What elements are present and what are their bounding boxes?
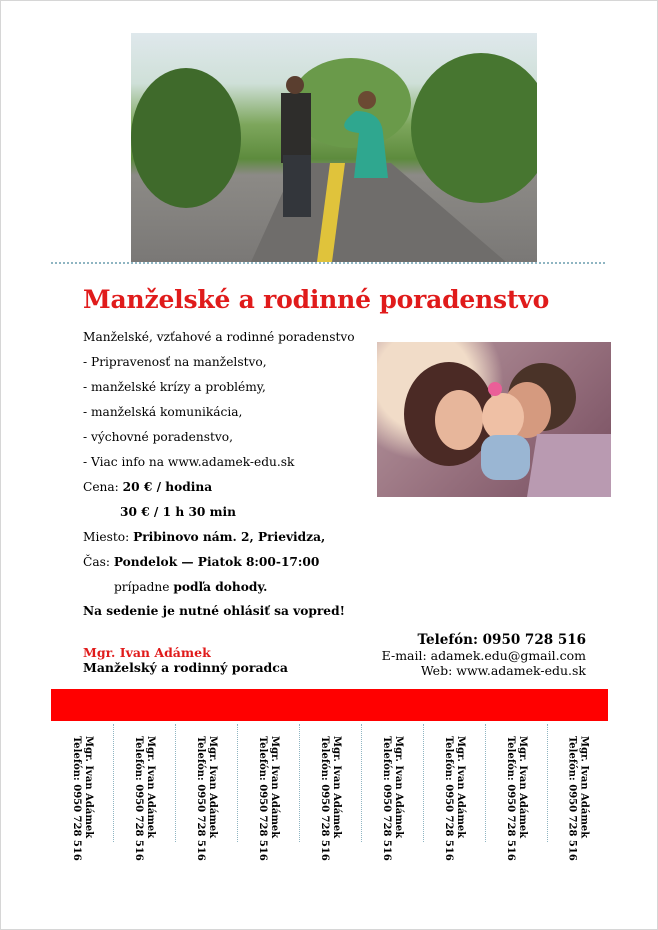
time-alt-value: podľa dohody. xyxy=(173,580,268,594)
tear-tab-phone: Telefón: 0950 728 516 xyxy=(257,736,268,861)
header-divider xyxy=(51,262,605,264)
price-row xyxy=(83,479,212,495)
couple-walking-photo xyxy=(131,33,537,262)
tear-tab-phone: Telefón: 0950 728 516 xyxy=(443,736,454,861)
contact-role: Manželský a rodinný poradca xyxy=(83,660,289,675)
contact-person xyxy=(83,645,288,675)
tear-tab-phone: Telefón: 0950 728 516 xyxy=(71,736,82,861)
tear-tab-text xyxy=(194,736,218,861)
tear-tab-text xyxy=(566,736,590,861)
tear-tab-text xyxy=(70,736,94,861)
service-item: - Pripravenosť na manželstvo, xyxy=(83,355,267,369)
service-item: - výchovné poradenstvo, xyxy=(83,430,233,444)
contact-details xyxy=(382,633,586,678)
tear-tab-text xyxy=(318,736,342,861)
service-item-website: - Viac info na www.adamek-edu.sk xyxy=(83,455,295,469)
booking-note: Na sedenie je nutné ohlásiť sa vopred! xyxy=(83,604,345,618)
time-alt-prefix: prípadne xyxy=(114,580,170,594)
tear-tab-name: Mgr. Ivan Adámek xyxy=(207,736,218,839)
tear-tab-phone: Telefón: 0950 728 516 xyxy=(505,736,516,861)
tear-tab-text xyxy=(380,736,404,861)
time-alt-row xyxy=(114,579,267,595)
red-band xyxy=(51,689,608,721)
tear-tab-name: Mgr. Ivan Adámek xyxy=(578,736,590,839)
tear-tab-text xyxy=(442,736,466,861)
tear-tab-name: Mgr. Ivan Adámek xyxy=(145,736,156,839)
contact-name: Mgr. Ivan Adámek xyxy=(83,645,211,660)
tear-tab[interactable] xyxy=(485,724,547,861)
tear-tab[interactable] xyxy=(547,724,608,861)
tear-tab[interactable] xyxy=(361,724,423,861)
tear-tab-text xyxy=(256,736,280,861)
tear-tab-name: Mgr. Ivan Adámek xyxy=(331,736,342,839)
tear-tab-name: Mgr. Ivan Adámek xyxy=(393,736,404,839)
tear-tab[interactable] xyxy=(51,724,113,861)
tear-tab[interactable] xyxy=(113,724,175,861)
contact-phone: Telefón: 0950 728 516 xyxy=(417,632,586,648)
contact-email[interactable]: E-mail: adamek.edu@gmail.com xyxy=(381,648,586,663)
family-photo xyxy=(377,342,611,497)
price-long: 30 € / 1 h 30 min xyxy=(120,505,237,519)
contact-web[interactable]: Web: www.adamek-edu.sk xyxy=(420,663,586,678)
tear-tab-phone: Telefón: 0950 728 516 xyxy=(566,736,578,861)
tear-tab-text xyxy=(132,736,156,861)
page-title: Manželské a rodinné poradenstvo xyxy=(83,285,550,314)
tear-tab-name: Mgr. Ivan Adámek xyxy=(269,736,280,839)
tear-tab-name: Mgr. Ivan Adámek xyxy=(83,736,94,839)
location-label: Miesto: xyxy=(83,530,130,544)
tear-tab[interactable] xyxy=(299,724,361,861)
location-value: Pribinovo nám. 2, Prievidza, xyxy=(133,530,326,544)
time-value: Pondelok — Piatok 8:00-17:00 xyxy=(113,555,320,569)
tear-tab[interactable] xyxy=(175,724,237,861)
location-row xyxy=(83,529,325,545)
tear-off-tabs xyxy=(51,724,608,861)
tear-tab-phone: Telefón: 0950 728 516 xyxy=(133,736,144,861)
tear-tab-name: Mgr. Ivan Adámek xyxy=(517,736,528,839)
tear-tab[interactable] xyxy=(237,724,299,861)
tear-tab-phone: Telefón: 0950 728 516 xyxy=(319,736,330,861)
price-label: Cena: xyxy=(83,480,119,494)
service-item: - manželské krízy a problémy, xyxy=(83,380,266,394)
services-intro: Manželské, vzťahové a rodinné poradenstvo xyxy=(83,330,355,344)
tear-tab[interactable] xyxy=(423,724,485,861)
tear-tab-phone: Telefón: 0950 728 516 xyxy=(381,736,392,861)
tear-tab-text xyxy=(504,736,528,861)
price-hour: 20 € / hodina xyxy=(122,480,213,494)
time-label: Čas: xyxy=(83,555,110,569)
tear-tab-name: Mgr. Ivan Adámek xyxy=(455,736,466,839)
time-row xyxy=(83,554,319,570)
service-item: - manželská komunikácia, xyxy=(83,405,243,419)
tear-tab-phone: Telefón: 0950 728 516 xyxy=(195,736,206,861)
